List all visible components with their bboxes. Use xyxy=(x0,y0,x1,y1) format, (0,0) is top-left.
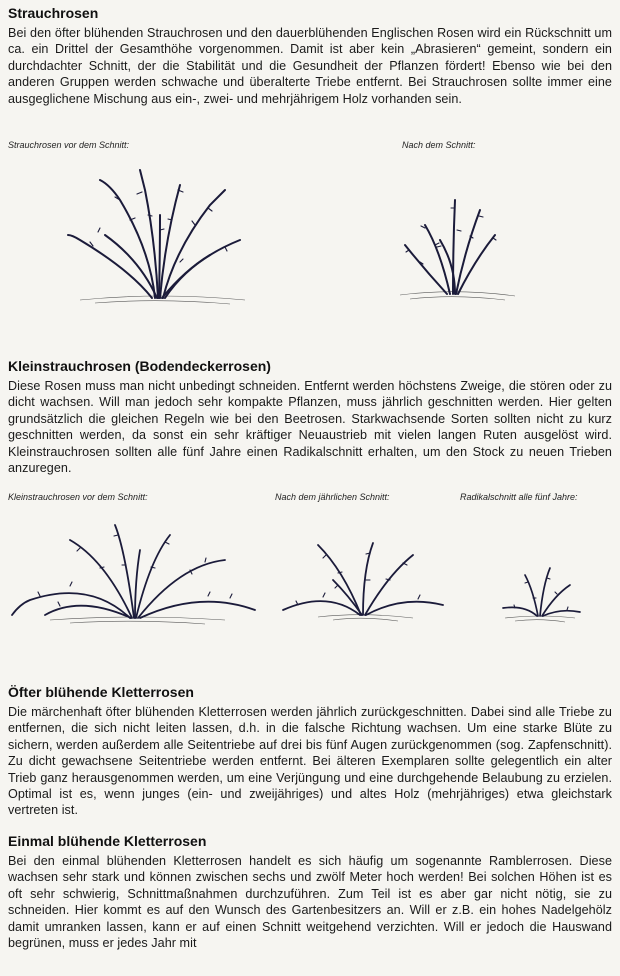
section-title: Kleinstrauchrosen (Bodendeckerrosen) xyxy=(8,358,271,374)
section-title: Öfter blühende Kletterrosen xyxy=(8,684,194,700)
section-text: Diese Rosen muss man nicht unbedingt schneiden. Entfernt werden höchstens Zweige, die stören oder zu dicht wachsen. Will man jedoch sehr kompakte Pflanzen, muss jährlich geschnitten werden. Hier gelten grundsätzlich die gleichen Regeln wie bei den Beetrosen. Starkwachsende Sorten sollten nicht zu kurz geschnitten werden, da sonst ein sehr kräftiger Neuaustrieb mit vielen langen Ruten ausgelöst wird. Kleinstrauchrosen sollten alle fünf Jahre einen Radikalschnitt erhalten, um den Stock zu neuen Trieben anzuregen. xyxy=(8,379,612,476)
section-oefter-bluehende-kletterrosen xyxy=(8,683,612,819)
shrub-after-illustration xyxy=(395,190,520,305)
shrub-before-illustration xyxy=(60,160,260,310)
section-title: Strauchrosen xyxy=(8,5,99,21)
section-title: Einmal blühende Kletterrosen xyxy=(8,833,207,849)
caption-shrub-after: Nach dem Schnitt: xyxy=(402,140,476,150)
caption-ground-radical: Radikalschnitt alle fünf Jahre: xyxy=(460,492,578,502)
section-text: Bei den einmal blühenden Kletterrosen handelt es sich häufig um sogenannte Ramblerrosen. Diese wachsen sehr stark und können zwischen sechs und zwölf Meter hoch werden! Bei solchen Höhen ist es oft sehr schwierig, Schnittmaßnahmen durchzuführen. Zum Teil ist es aber gar nicht nötig, sie zu schneiden. Hier kommt es auf den Wunsch des Gartenbesitzers an. Will er z.B. ein hohes Nadelgehölz damit umranken lassen, kann er auf einen Schnitt weitgehend verzichten. Will er jedoch die Hauswand begrünen, muss er jedes Jahr mit xyxy=(8,854,612,951)
section-einmal-bluehende-kletterrosen xyxy=(8,832,612,951)
ground-before-illustration xyxy=(10,520,260,630)
section-kleinstrauchrosen xyxy=(8,357,612,476)
ground-annual-illustration xyxy=(278,535,448,625)
caption-ground-annual: Nach dem jährlichen Schnitt: xyxy=(275,492,390,502)
section-text: Die märchenhaft öfter blühenden Kletterrosen werden jährlich zurückgeschnitten. Dabei sind alle Triebe zu entfernen, die sich nicht leiten lassen, d.h. in die falsche Richtung wachsen. Um eine starke Blüte zu sichern, werden außerdem alle Seitentriebe auf drei bis fünf Augen zurückgenommen (sog. Zapfenschnitt). Zu dicht gewachsene Seitentriebe werden entfernt. Bei älteren Exemplaren sollte gelegentlich ein alter Trieb ganz herausgenommen werden, um eine Verjüngung und eine durchgehende Belaubung zu erzielen. Optimal ist es, wenn junges (ein- und zweijähriges) und altes Holz (mehrjähriges) etwa gleichstark vertreten ist. xyxy=(8,705,612,818)
section-text: Bei den öfter blühenden Strauchrosen und den dauerblühenden Englischen Rosen wird ein Rückschnitt um ca. ein Drittel der Gesamthöhe vorgenommen. Damit ist aber kein „Abrasieren“ gemeint, sondern ein durchdachter Schnitt, der die Stabilität und die Gesundheit der Pflanzen fördert! Ebenso wie bei den anderen Gruppen werden schwache und überalterte Triebe entfernt. Bei Strauchrosen sollte immer eine ausgeglichene Mischung aus ein-, zwei- und mehrjährigem Holz vorhanden sein. xyxy=(8,26,612,106)
caption-shrub-before: Strauchrosen vor dem Schnitt: xyxy=(8,140,130,150)
caption-ground-before: Kleinstrauchrosen vor dem Schnitt: xyxy=(8,492,148,502)
ground-radical-illustration xyxy=(495,560,585,625)
section-strauchrosen xyxy=(8,4,612,107)
